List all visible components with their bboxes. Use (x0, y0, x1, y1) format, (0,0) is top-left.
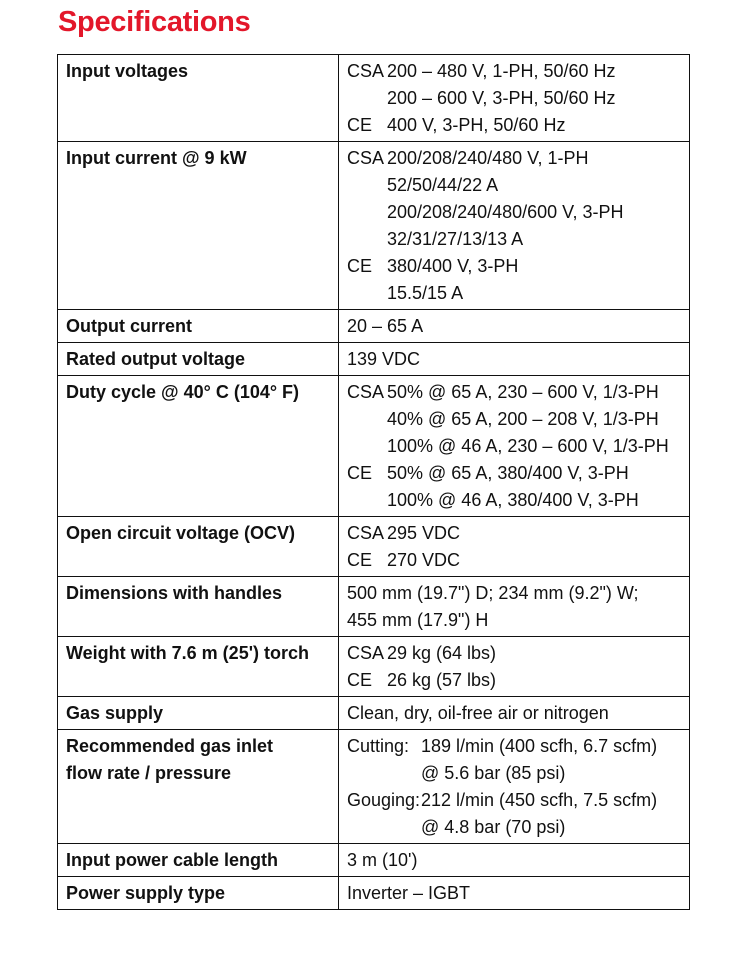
spec-value-line (347, 460, 681, 487)
spec-label (58, 376, 339, 517)
spec-value-text: @ 5.6 bar (85 psi) (421, 763, 566, 783)
spec-value-text: 40% @ 65 A, 200 – 208 V, 1/3-PH (387, 409, 659, 429)
spec-label-line: Power supply type (66, 883, 226, 903)
spec-value-line (347, 733, 681, 760)
spec-region-tag (347, 85, 387, 112)
spec-label-line: Output current (66, 316, 192, 336)
spec-value (339, 142, 690, 310)
spec-value-text: 270 VDC (387, 550, 461, 570)
spec-row (58, 55, 690, 142)
spec-value-text: 189 l/min (400 scfh, 6.7 scfm) (421, 736, 658, 756)
spec-label (58, 697, 339, 730)
spec-value-text: 200/208/240/480 V, 1-PH (387, 148, 589, 168)
spec-value-text: 100% @ 46 A, 380/400 V, 3-PH (387, 490, 639, 510)
spec-region-tag: Cutting: (347, 736, 410, 756)
spec-value-line (347, 520, 681, 547)
spec-region-tag: CSA (347, 643, 385, 663)
spec-value-line (347, 145, 681, 172)
spec-value-line (347, 640, 681, 667)
spec-label-line: Dimensions with handles (66, 583, 283, 603)
spec-label-line: Input current @ 9 kW (66, 148, 247, 168)
specifications-table (57, 54, 690, 910)
spec-label-line: Duty cycle @ 40° C (104° F) (66, 382, 300, 402)
spec-value-line (347, 313, 681, 340)
spec-value-text: 455 mm (17.9") H (347, 610, 489, 630)
spec-value-line (347, 667, 681, 694)
spec-label (58, 517, 339, 577)
spec-value-text: 50% @ 65 A, 230 – 600 V, 1/3-PH (387, 382, 659, 402)
spec-value-line (347, 814, 681, 841)
spec-value-text: 15.5/15 A (387, 283, 464, 303)
spec-value (339, 637, 690, 697)
spec-value-line (347, 406, 681, 433)
spec-region-tag (347, 226, 387, 253)
spec-row (58, 877, 690, 910)
spec-value-line (347, 607, 681, 634)
spec-label-line: flow rate / pressure (66, 763, 232, 783)
spec-region-tag (347, 814, 421, 841)
spec-label (58, 637, 339, 697)
spec-value-text: @ 4.8 bar (70 psi) (421, 817, 566, 837)
spec-value-line (347, 253, 681, 280)
spec-value-text: 139 VDC (347, 349, 421, 369)
spec-region-tag: CE (347, 670, 373, 690)
spec-region-tag (347, 280, 387, 307)
spec-value (339, 55, 690, 142)
spec-region-tag: CSA (347, 523, 385, 543)
spec-label (58, 343, 339, 376)
spec-value-line (347, 226, 681, 253)
spec-region-tag: CSA (347, 61, 385, 81)
spec-region-tag (347, 487, 387, 514)
spec-label (58, 55, 339, 142)
spec-row (58, 310, 690, 343)
spec-value-text: 100% @ 46 A, 230 – 600 V, 1/3-PH (387, 436, 669, 456)
spec-region-tag: CE (347, 256, 373, 276)
spec-region-tag (347, 406, 387, 433)
spec-value-line (347, 379, 681, 406)
spec-value (339, 310, 690, 343)
spec-value-line (347, 760, 681, 787)
spec-value (339, 730, 690, 844)
spec-label (58, 877, 339, 910)
spec-value-text: 29 kg (64 lbs) (387, 643, 497, 663)
spec-label (58, 730, 339, 844)
spec-value-line (347, 787, 681, 814)
spec-value-line (347, 58, 681, 85)
spec-label-line: Input voltages (66, 61, 189, 81)
spec-value-text: 26 kg (57 lbs) (387, 670, 497, 690)
spec-value (339, 376, 690, 517)
spec-region-tag (347, 199, 387, 226)
spec-value-line (347, 880, 681, 907)
spec-label-line: Gas supply (66, 703, 164, 723)
spec-region-tag: CE (347, 463, 373, 483)
spec-value-line (347, 280, 681, 307)
spec-label-line: Open circuit voltage (OCV) (66, 523, 296, 543)
spec-value-text: Inverter – IGBT (347, 883, 471, 903)
spec-row (58, 142, 690, 310)
spec-value-line (347, 112, 681, 139)
spec-region-tag (347, 433, 387, 460)
spec-value-line (347, 433, 681, 460)
spec-region-tag: CE (347, 550, 373, 570)
spec-value-text: 200 – 480 V, 1-PH, 50/60 Hz (387, 61, 616, 81)
spec-value-line (347, 700, 681, 727)
spec-label (58, 142, 339, 310)
spec-row (58, 637, 690, 697)
spec-value-text: 3 m (10') (347, 850, 418, 870)
spec-value-line (347, 172, 681, 199)
page-title: Specifications (58, 6, 251, 38)
spec-value-line (347, 580, 681, 607)
spec-value (339, 577, 690, 637)
spec-value-line (347, 199, 681, 226)
spec-value-text: 52/50/44/22 A (387, 175, 499, 195)
spec-region-tag: CSA (347, 382, 385, 402)
spec-region-tag (347, 172, 387, 199)
spec-value-text: 295 VDC (387, 523, 461, 543)
spec-value (339, 844, 690, 877)
spec-label-line: Input power cable length (66, 850, 279, 870)
spec-row (58, 844, 690, 877)
spec-label-line: Weight with 7.6 m (25') torch (66, 643, 309, 663)
spec-value-line (347, 547, 681, 574)
spec-value-text: 212 l/min (450 scfh, 7.5 scfm) (421, 790, 658, 810)
spec-label (58, 310, 339, 343)
spec-row (58, 730, 690, 844)
spec-value (339, 343, 690, 376)
spec-value (339, 697, 690, 730)
spec-region-tag (347, 760, 421, 787)
spec-value-text: Clean, dry, oil-free air or nitrogen (347, 703, 609, 723)
spec-value-line (347, 85, 681, 112)
spec-value-text: 500 mm (19.7") D; 234 mm (9.2") W; (347, 583, 639, 603)
spec-row (58, 517, 690, 577)
spec-value (339, 517, 690, 577)
spec-value-text: 50% @ 65 A, 380/400 V, 3-PH (387, 463, 629, 483)
spec-value (339, 877, 690, 910)
spec-value-text: 20 – 65 A (347, 316, 424, 336)
spec-region-tag: CSA (347, 148, 385, 168)
spec-value-text: 32/31/27/13/13 A (387, 229, 524, 249)
spec-value-line (347, 346, 681, 373)
spec-label-line: Rated output voltage (66, 349, 245, 369)
spec-value-text: 200 – 600 V, 3-PH, 50/60 Hz (387, 88, 616, 108)
spec-value-text: 200/208/240/480/600 V, 3-PH (387, 202, 624, 222)
spec-label (58, 844, 339, 877)
spec-value-text: 400 V, 3-PH, 50/60 Hz (387, 115, 566, 135)
spec-row (58, 577, 690, 637)
spec-value-line (347, 847, 681, 874)
spec-row (58, 343, 690, 376)
spec-label-line: Recommended gas inlet (66, 736, 274, 756)
spec-region-tag: CE (347, 115, 373, 135)
spec-row (58, 376, 690, 517)
spec-region-tag: Gouging: (347, 790, 421, 810)
spec-value-line (347, 487, 681, 514)
spec-label (58, 577, 339, 637)
spec-row (58, 697, 690, 730)
spec-value-text: 380/400 V, 3-PH (387, 256, 519, 276)
